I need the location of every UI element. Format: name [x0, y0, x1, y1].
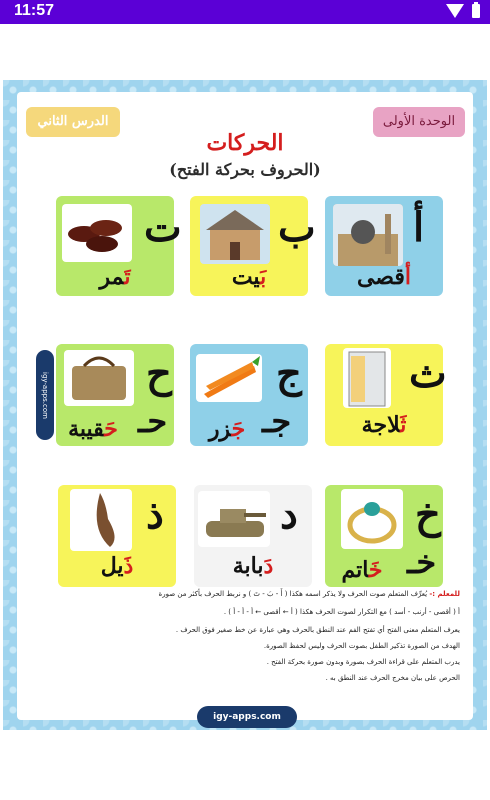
- lesson-tag: الدرس الثاني: [26, 107, 120, 137]
- card-kha[interactable]: [325, 485, 443, 587]
- battery-icon: [472, 4, 480, 18]
- tail-image: [70, 489, 132, 551]
- card-ba[interactable]: [190, 196, 316, 296]
- tank-image: [198, 491, 270, 547]
- card-letter: ت: [144, 204, 182, 251]
- card-tha[interactable]: [325, 344, 447, 446]
- teacher-note-5: يدرب المتعلم على قراءة الحرف بصورة وبدون صورة بحركة الفتح .: [266, 658, 460, 666]
- teacher-note-4: الهدف من الصورة تذكير الطفل بصوت الحرف وليس لحفظ الصورة.: [263, 642, 460, 650]
- house-image: [200, 204, 270, 264]
- status-bar: [0, 0, 490, 24]
- card-word: بَيت: [231, 264, 267, 290]
- card-letter: د: [280, 491, 298, 538]
- card-dal[interactable]: [194, 485, 312, 587]
- card-letter-medial: حـ: [138, 402, 168, 440]
- card-ha[interactable]: [56, 344, 174, 446]
- card-letter: أ: [413, 204, 425, 251]
- card-word: أقصى: [356, 264, 412, 290]
- carrots-image: [196, 354, 262, 402]
- card-word: تَمر: [99, 264, 131, 290]
- card-word: ذَيل: [100, 553, 134, 579]
- page-subtitle: (الحروف بحركة الفتح): [169, 160, 321, 179]
- card-letter-medial: جـ: [262, 402, 292, 440]
- mosque-image: [333, 204, 403, 266]
- footer-logo[interactable]: igy-apps.com: [197, 706, 297, 728]
- dates-image: [62, 204, 132, 262]
- card-letter: ذ: [146, 491, 164, 538]
- teacher-note-1: للمعلم :- يُعرِّف المتعلم صوت الحرف ولا يذكر اسمه هكذا ( أَ - بَ - تَ ) و نربط الحرف بأكثر من صورة: [158, 590, 460, 598]
- teacher-note-2: أ ( أقصى - أرنب - أسد ) مع التكرار لصوت الحرف هكذا ( أ ← أقصى ← أ - أ - أ ) .: [223, 608, 460, 616]
- unit-tag: الوحدة الأولى: [373, 107, 465, 137]
- bag-image: [64, 350, 134, 406]
- status-icons: [446, 4, 480, 18]
- card-word: جَزر: [208, 416, 246, 442]
- card-word: دَبابة: [232, 553, 274, 579]
- card-letter: ح: [146, 350, 172, 397]
- card-jim[interactable]: [190, 344, 308, 446]
- card-ta[interactable]: [56, 196, 182, 296]
- card-word: خَاتم: [341, 557, 383, 583]
- card-letter: ج: [276, 350, 302, 397]
- page-title: الحركات: [206, 130, 284, 156]
- card-word: ثَلاجة: [361, 412, 407, 438]
- teacher-note-6: الحرص على بيان مخرج الحرف عند النطق به .: [325, 674, 460, 682]
- ring-image: [341, 489, 403, 549]
- card-word: حَقيبة: [68, 416, 118, 442]
- card-letter: خ: [415, 491, 441, 538]
- status-time: 11:57: [14, 2, 55, 19]
- card-dhal[interactable]: [58, 485, 176, 587]
- card-letter: ث: [409, 350, 447, 397]
- side-logo: igy-apps.com: [36, 350, 54, 440]
- teacher-note-3: يعرف المتعلم معنى الفتح أي تفتح الفم عند النطق بالحرف وهي عبارة عن خط صغير فوق الحرف .: [175, 626, 460, 634]
- card-letter-medial: خـ: [407, 543, 437, 581]
- card-alef[interactable]: [325, 196, 443, 296]
- fridge-image: [343, 348, 391, 408]
- card-letter: ب: [278, 204, 316, 251]
- wifi-icon: [446, 4, 464, 18]
